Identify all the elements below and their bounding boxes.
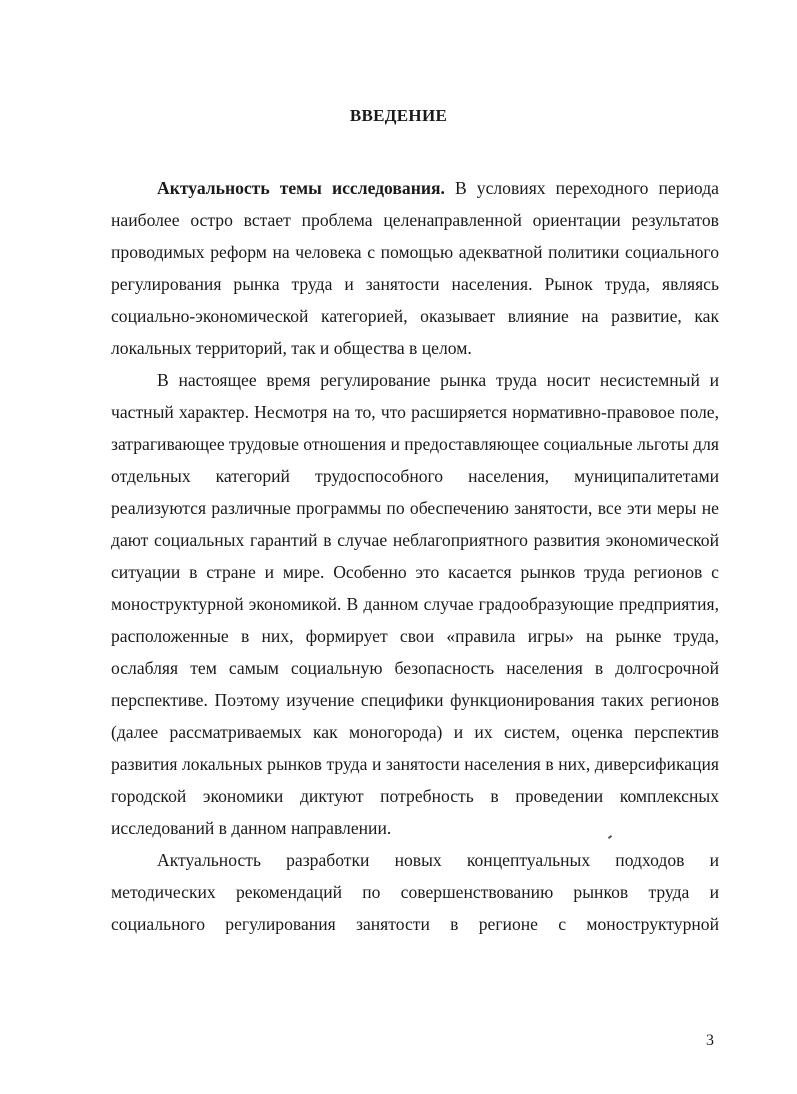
paragraph-3-text: Актуальность разработки новых концептуальных подходов и методических рекомендаций по совершенствованию рынков труда и социального регулирования занятости в регионе с моноструктурной: [111, 850, 719, 934]
paragraph-1: [111, 172, 719, 364]
page-number: 3: [706, 1032, 714, 1049]
paragraph-2: [111, 364, 719, 844]
section-heading: ВВЕДЕНИЕ: [349, 106, 448, 125]
paragraph-3: [111, 844, 719, 940]
body-text: [111, 172, 719, 940]
paragraph-1-text: В условиях переходного периода наиболее остро встает проблема целенаправленной ориентации результатов проводимых реформ на человека с помощью адекватной политики социального регулирования рынка труда и занятости населения. Рынок труда, являясь социально-экономической категорией, оказывает влияние на развитие, как локальных территорий, так и общества в целом.: [111, 178, 719, 358]
paragraph-1-lead: Актуальность темы исследования.: [157, 178, 445, 198]
paragraph-2-text: В настоящее время регулирование рынка труда носит несистемный и частный характер. Несмотря на то, что расширяется нормативно-правовое поле, затрагивающее трудовые отношения и предоставляющее социальные льготы для отдельных категорий трудоспособного населения, муниципалитетами реализуются различные программы по обеспечению занятости, все эти меры не дают социальных гарантий в случае неблагоприятного развития экономической ситуации в стране и мире. Особенно это касается рынков труда регионов с моноструктурной экономикой. В данном случае градообразующие предприятия, расположенные в них, формирует свои «правила игры» на рынке труда, ослабляя тем самым социальную безопасность населения в долгосрочной перспективе. Поэтому изучение специфики функционирования таких регионов (далее рассматриваемых как моногорода) и их систем, оценка перспектив развития локальных рынков труда и занятости населения в них, диверсификация городской экономики диктуют потребность в проведении комплексных исследований в данном направлении.: [111, 370, 719, 838]
